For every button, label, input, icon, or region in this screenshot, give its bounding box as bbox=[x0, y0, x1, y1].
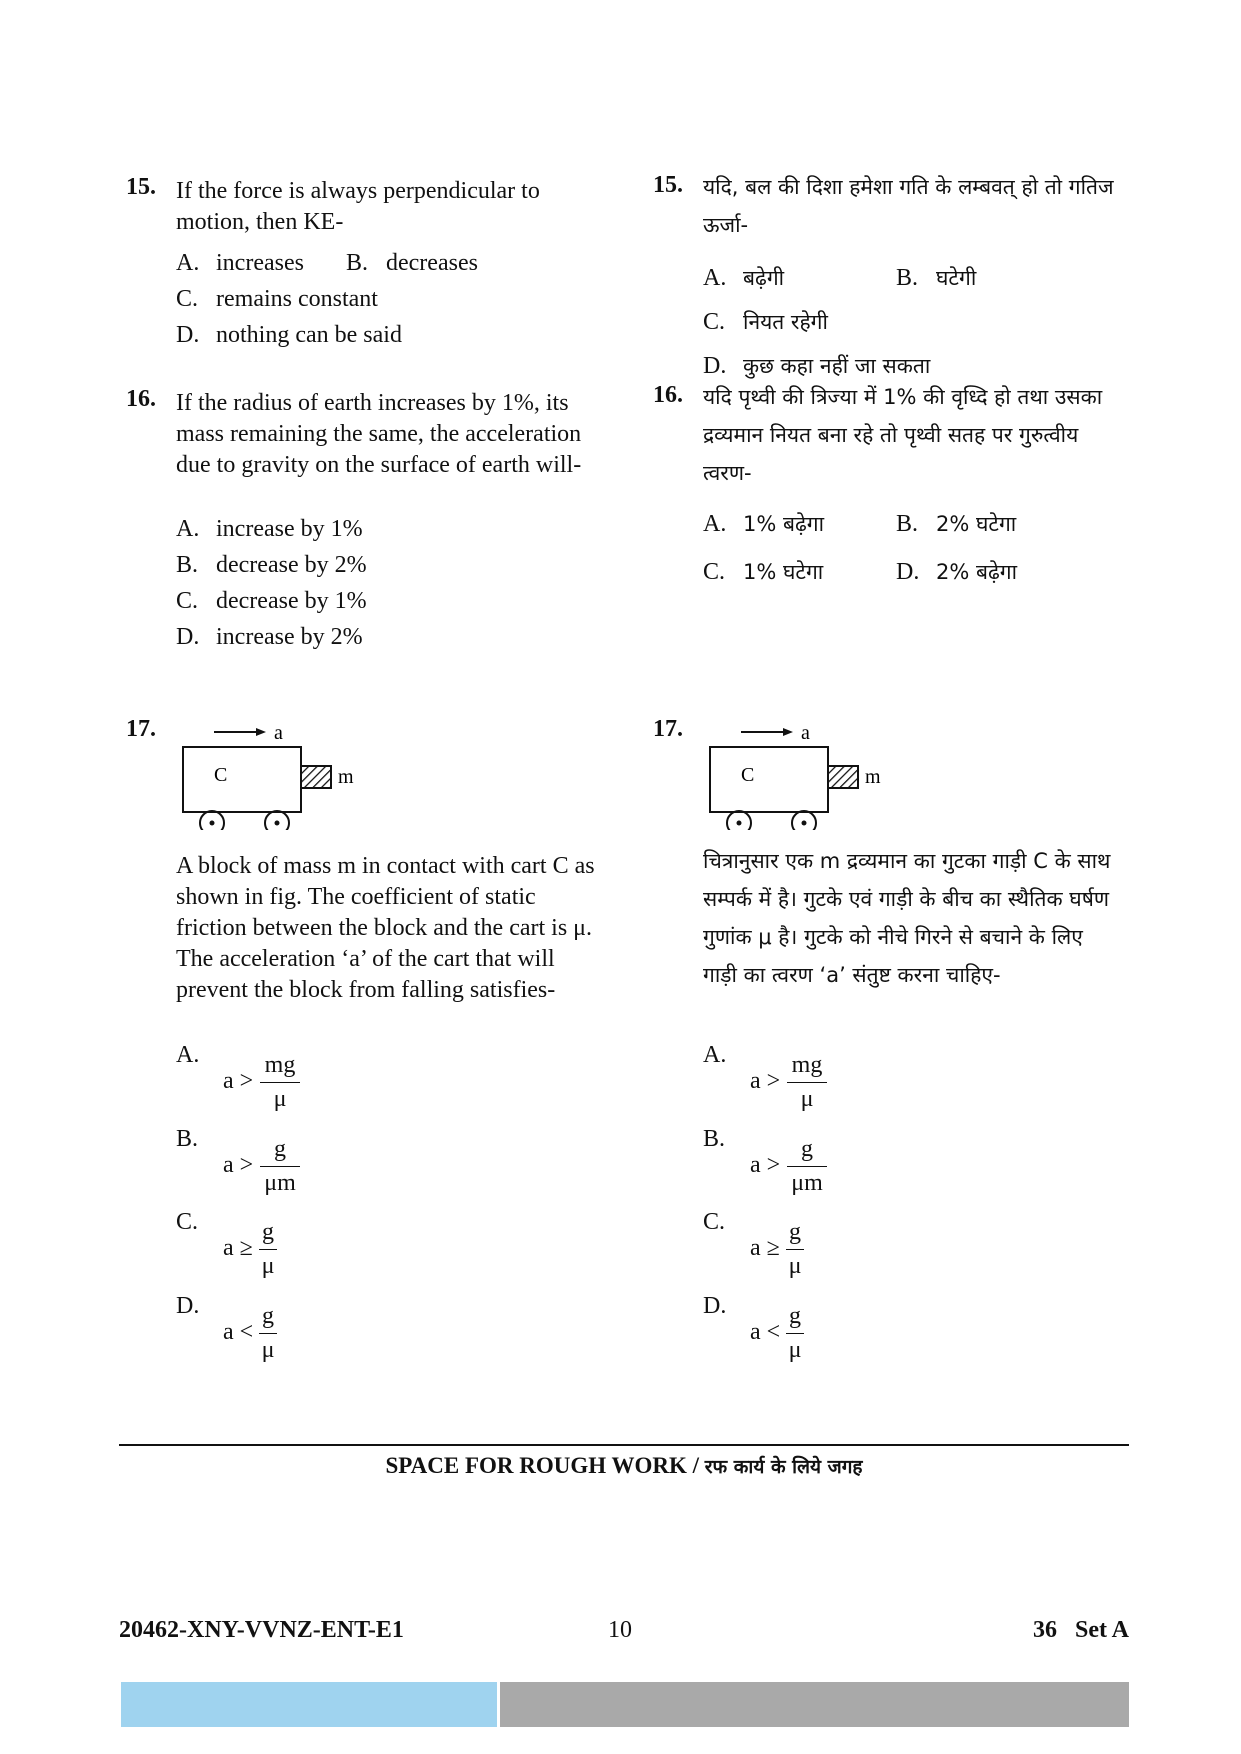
label-c: C bbox=[741, 764, 755, 786]
option-d: D. increase by 2% bbox=[176, 624, 363, 650]
option-c-label: C. bbox=[176, 1209, 199, 1235]
option-d-label: D. bbox=[703, 1293, 727, 1319]
option-c-label: C. bbox=[703, 1209, 726, 1235]
page-number: 10 bbox=[608, 1617, 632, 1643]
set-label: 36 Set A bbox=[1033, 1617, 1129, 1643]
question-number: 16. bbox=[126, 386, 156, 412]
option-b: B. घटेगी bbox=[896, 265, 977, 291]
rough-work-heading: SPACE FOR ROUGH WORK / रफ कार्य के लिये जगह bbox=[385, 1453, 863, 1478]
block-m bbox=[828, 766, 858, 788]
question-text: If the force is always perpendicular to motion, then KE- bbox=[176, 178, 540, 235]
option-b: B. 2% घटेगा bbox=[896, 511, 1017, 537]
option-c: C. नियत रहेगी bbox=[703, 309, 828, 335]
option-b-label: B. bbox=[703, 1126, 726, 1152]
cart-block-diagram bbox=[176, 720, 376, 830]
option-a: A. increase by 1% bbox=[176, 516, 363, 542]
footer-band-grey bbox=[500, 1682, 1129, 1727]
block-m bbox=[301, 766, 331, 788]
option-c: C. 1% घटेगा bbox=[703, 559, 824, 585]
option-b: B. decrease by 2% bbox=[176, 552, 367, 578]
question-text: यदि, बल की दिशा हमेशा गति के लम्बवत् हो तो गतिज ऊर्जा- bbox=[703, 175, 1114, 237]
question-number: 16. bbox=[653, 382, 683, 408]
option-c: C. remains constant bbox=[176, 286, 378, 312]
option-b-label: B. bbox=[176, 1126, 199, 1152]
label-a: a bbox=[274, 722, 283, 744]
option-a: A. increases bbox=[176, 250, 304, 276]
label-a: a bbox=[801, 722, 810, 744]
rough-work-divider bbox=[119, 1444, 1129, 1446]
paper-code: 20462-XNY-VVNZ-ENT-E1 bbox=[119, 1617, 404, 1643]
question-text: चित्रानुसार एक m द्रव्यमान का गुटका गाड़ी C के साथ सम्पर्क में है। गुटके एवं गाड़ी के बीच का स्थैतिक घर्षण गुणांक μ है। गुटके को नीचे गिरने से बचाने के लिए गाड़ी का त्वरण ‘a’ संतुष्ट करना चाहिए- bbox=[703, 849, 1111, 987]
question-text: If the radius of earth increases by 1%, its mass remaining the same, the acceleration due to gravity on the surface of earth will- bbox=[176, 390, 582, 478]
label-m: m bbox=[338, 766, 354, 788]
cart-body bbox=[710, 747, 828, 812]
option-a-label: A. bbox=[176, 1042, 200, 1068]
footer-band-blue bbox=[121, 1682, 497, 1727]
option-a-label: A. bbox=[703, 1042, 727, 1068]
cart-block-diagram bbox=[703, 720, 903, 830]
cart-body bbox=[183, 747, 301, 812]
arrow-head bbox=[783, 728, 793, 736]
question-number: 17. bbox=[126, 716, 156, 742]
question-number: 15. bbox=[653, 172, 683, 198]
question-text: A block of mass m in contact with cart C as shown in fig. The coefficient of static friction between the block and the cart is μ. The acceleration ‘a’ of the cart that will prevent the block from falling satisfies- bbox=[176, 853, 595, 1003]
label-c: C bbox=[214, 764, 228, 786]
option-d: D. 2% बढ़ेगा bbox=[896, 559, 1018, 585]
option-a: A. 1% बढ़ेगा bbox=[703, 511, 825, 537]
question-text: यदि पृथ्वी की त्रिज्या में 1% की वृध्दि हो तथा उसका द्रव्यमान नियत बना रहे तो पृथ्वी सतह पर गुरुत्वीय त्वरण- bbox=[703, 385, 1103, 485]
option-d: D. nothing can be said bbox=[176, 322, 402, 348]
question-number: 15. bbox=[126, 174, 156, 200]
question-number: 17. bbox=[653, 716, 683, 742]
option-a: A. बढ़ेगी bbox=[703, 265, 785, 291]
option-d: D. कुछ कहा नहीं जा सकता bbox=[703, 353, 931, 379]
option-c: C. decrease by 1% bbox=[176, 588, 367, 614]
option-b: B. decreases bbox=[346, 250, 478, 276]
arrow-head bbox=[256, 728, 266, 736]
label-m: m bbox=[865, 766, 881, 788]
option-d-label: D. bbox=[176, 1293, 200, 1319]
